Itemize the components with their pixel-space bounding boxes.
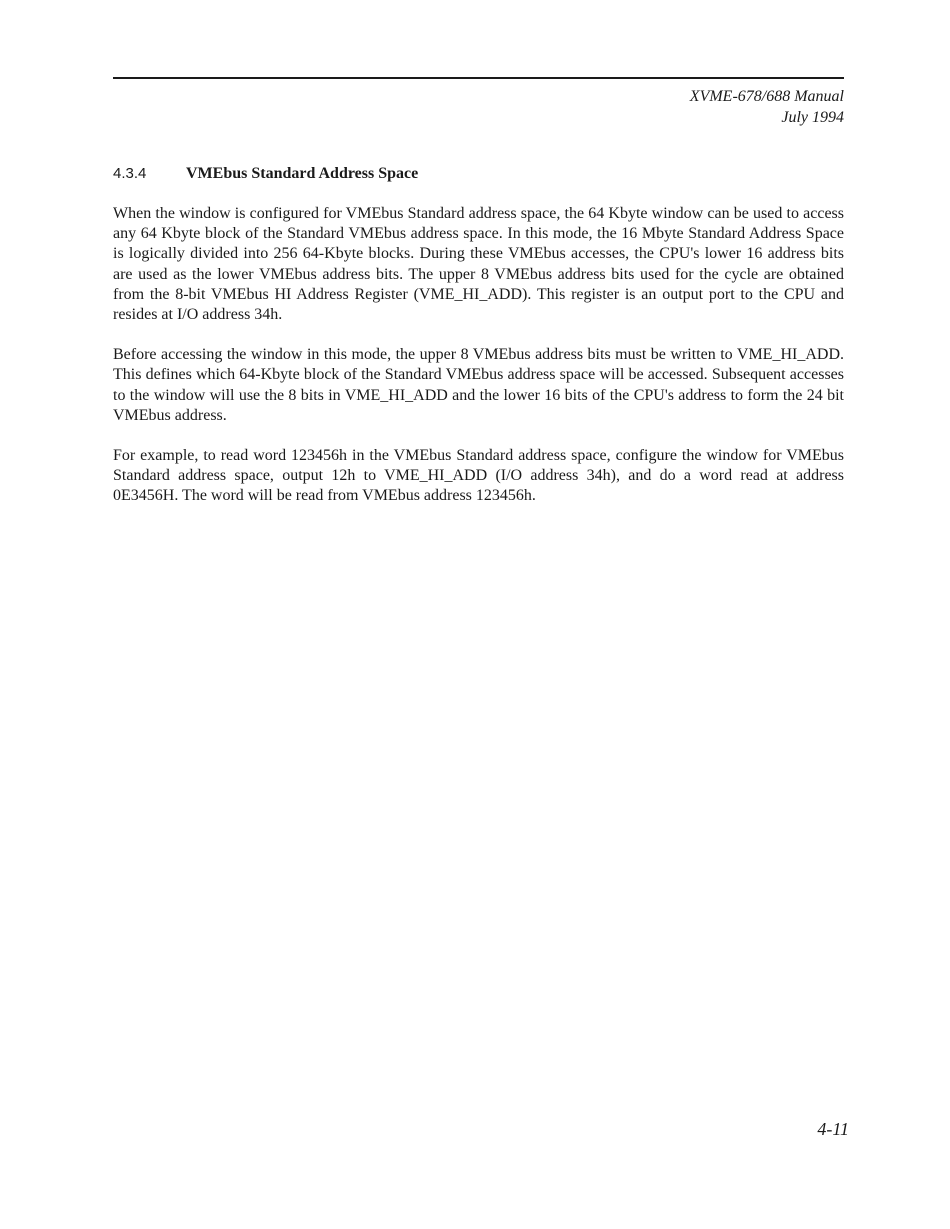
section-heading: [113, 164, 418, 184]
manual-date: July 1994: [781, 109, 844, 126]
page-number: 4-11: [817, 1119, 849, 1139]
section-number: 4.3.4: [113, 165, 147, 182]
paragraph-2: Before accessing the window in this mode, the upper 8 VMEbus address bits must be written to VME_HI_ADD. This defines which 64-Kbyte block of the Standard VMEbus address space will be accessed. Subsequent accesses to the window will use the 8 bits in VME_HI_ADD and the lower 16 bits of the CPU's address to form the 24 bit VMEbus address.: [113, 346, 844, 424]
section-title: VMEbus Standard Address Space: [186, 165, 419, 182]
running-header: [690, 86, 844, 128]
paragraph-1: When the window is configured for VMEbus Standard address space, the 64 Kbyte window can be used to access any 64 Kbyte block of the Standard VMEbus address space. In this mode, the 16 Mbyte Standard Address Space is logically divided into 256 64-Kbyte blocks. During these VMEbus accesses, the CPU's lower 16 address bits are used as the lower VMEbus address bits. The upper 8 VMEbus address bits used for the cycle are obtained from the 8-bit VMEbus HI Address Register (VME_HI_ADD). This register is an output port to the CPU and resides at I/O address 34h.: [113, 205, 844, 324]
paragraph-3: For example, to read word 123456h in the VMEbus Standard address space, configure the window for VMEbus Standard address space, output 12h to VME_HI_ADD (I/O address 34h), and do a word read at address 0E3456H. The word will be read from VMEbus address 123456h.: [113, 447, 844, 505]
manual-title: XVME-678/688 Manual: [689, 88, 844, 105]
header-rule: [113, 77, 844, 79]
section-body: [113, 204, 844, 527]
